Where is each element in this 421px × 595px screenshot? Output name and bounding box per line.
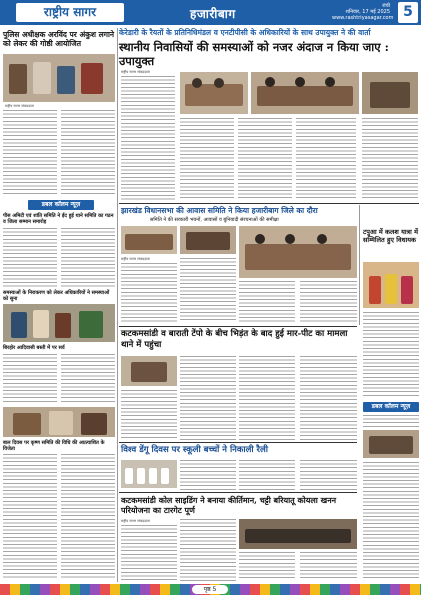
assembly-text-4: [300, 281, 357, 323]
left-low-photo: [3, 407, 115, 437]
assembly-photo-1: [121, 226, 177, 254]
left-mid-text-2: [61, 228, 115, 288]
wedding-text-3: [239, 356, 295, 440]
left-top-headline: पुलिस अधीक्षक अरविंद पर अंकुश लगाने को लेकर की गोष्ठी आयोजित: [3, 30, 115, 48]
left-mid-text-3: [3, 354, 57, 404]
website-text: www.rashtriyasagar.com: [332, 15, 394, 21]
date-box: [332, 3, 394, 21]
coal-text-2: [180, 519, 236, 581]
byline-3: राष्ट्रीय सागर संवाददाता: [121, 257, 150, 261]
assembly-photo-2: [180, 226, 236, 254]
main-text-col-4: [296, 118, 356, 200]
assembly-photo-3: [239, 226, 357, 278]
main-text-col-2: [180, 118, 234, 200]
coal-headline: कटकमसांडी कोल साइडिंग ने बनाया कीर्तिमान, चट्टी बरियातू कोयला खनन परियोजना का टारगेट पूर्ण: [121, 495, 337, 515]
byline-1: राष्ट्रीय सागर संवाददाता: [5, 104, 34, 108]
footer-page-label: पृष्ठ 5: [192, 585, 228, 594]
kalash-text: [363, 312, 419, 398]
main-photo-1: [180, 72, 248, 114]
left-low-text-1: [3, 454, 57, 580]
main-headline: स्थानीय निवासियों की समस्याओं को नजर अंदाज न किया जाए : उपायुक्त: [119, 40, 389, 68]
left-low-headline: बाल दिवस पर कृष्ण समिति की विधि की अप्रत्याशित के विजेता: [3, 440, 105, 452]
wedding-text-1: [121, 390, 177, 440]
kalash-headline: टपुआ में कलश यात्रा में सम्मिलित हुए विधायक: [363, 228, 418, 244]
date-city: रांची: [382, 3, 390, 9]
assembly-text-2: [180, 258, 236, 323]
assembly-subheadline: समिति ने की सरकारी भवनों, आवासों व बुनियादी संरचनाओं की समीक्षा: [150, 217, 279, 223]
left-top-text-2: [61, 110, 115, 196]
main-photo-3: [362, 72, 418, 114]
byline-4: राष्ट्रीय सागर संवाददाता: [121, 519, 150, 523]
section-rule-2: [119, 326, 357, 327]
byline-2: राष्ट्रीय सागर संवाददाता: [121, 70, 150, 74]
section-rule-4: [119, 492, 357, 493]
column-rule-right: [359, 205, 360, 325]
short-news-banner-left: डबल कॉलम न्यूज़: [28, 200, 94, 210]
masthead: [0, 0, 421, 25]
wedding-text-2: [180, 356, 236, 440]
left-mid-text-1: [3, 228, 57, 288]
wedding-headline: कटकमसांडी व बाराती टेंपो के बीच भिड़ंत के बाद हुई मार-पीट का मामला थाने में पहुंचा: [121, 329, 348, 350]
right-short-text: [363, 415, 419, 427]
coal-text-3: [239, 552, 295, 581]
section-rule-1: [119, 203, 419, 204]
wedding-photo: [121, 356, 177, 386]
main-photo-2: [251, 72, 359, 114]
main-text-col-5: [362, 118, 418, 200]
page-number: 5: [398, 2, 418, 23]
date-text: शनिवार, 17 मई 2025: [345, 9, 390, 15]
assembly-text-1: [121, 263, 177, 323]
coal-text-1: [121, 525, 177, 581]
main-text-col-1: [121, 76, 175, 200]
left-mid-photo: [3, 304, 115, 342]
main-text-col-3: [238, 118, 292, 200]
wedding-text-4: [300, 356, 357, 440]
left-mid-headline-2: समस्याओं के निराकरण को लेकर अधिकारियों ने समस्याओं को सुना: [3, 290, 110, 302]
right-short-photo: [363, 430, 419, 458]
left-top-text: [3, 110, 57, 196]
column-rule-left: [117, 28, 118, 582]
dengue-headline: विश्व डेंगू दिवस पर स्कूली बच्चों ने निकाली रैली: [121, 445, 268, 455]
dengue-text-1: [180, 460, 236, 490]
coal-photo: [239, 519, 357, 549]
section-rule-3: [119, 442, 357, 443]
kalash-photo: [363, 262, 419, 308]
newspaper-brand: राष्ट्रीय सागर: [16, 3, 124, 22]
left-mid-headline-1: पीस अमिटी एवं शांति समिति ने ईद हुई थाने समिति का गठन व जिला सम्मान समारोह: [3, 213, 114, 225]
strap-headline: केरेडारी के रैयतों के प्रतिनिधिमंडल व एनटीपीसी के अधिकारियों के साथ उपायुक्त ने की वार्ता: [119, 28, 371, 37]
left-top-photo: [3, 54, 115, 102]
assembly-text-3: [239, 281, 295, 323]
dengue-photo: [121, 460, 177, 488]
left-mid-headline-3: बिरहोर आदिवासी बस्ती में पर सर्व: [3, 345, 65, 351]
dengue-text-3: [300, 460, 357, 490]
left-low-text-2: [61, 454, 115, 580]
short-news-banner-right: डबल कॉलम न्यूज़: [363, 402, 419, 412]
right-short-text-2: [363, 462, 419, 580]
edition-city: हजारीबाग: [190, 7, 236, 21]
dengue-text-2: [239, 460, 295, 490]
assembly-headline: झारखंड विधानसभा की आवास समिति ने किया हजारीबाग जिले का दौरा: [121, 206, 318, 215]
coal-text-4: [300, 552, 357, 581]
left-mid-text-4: [61, 354, 115, 404]
